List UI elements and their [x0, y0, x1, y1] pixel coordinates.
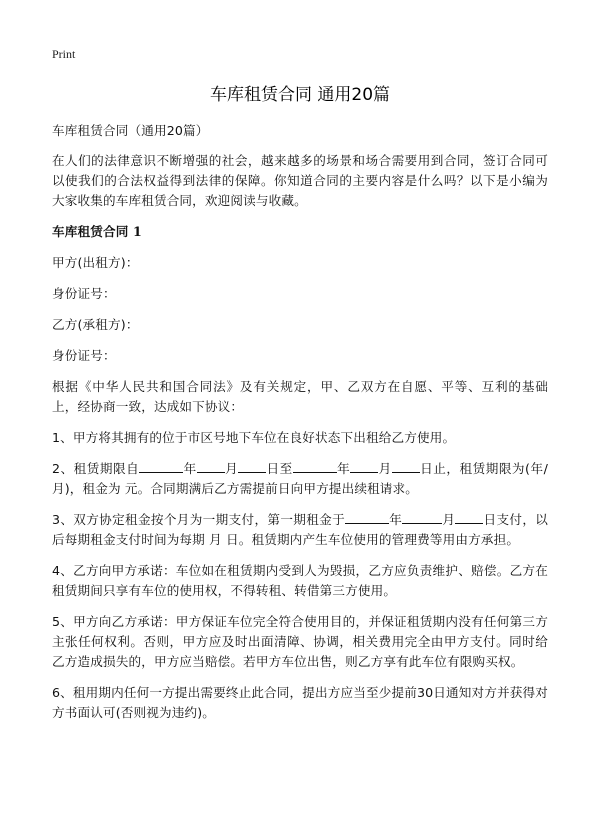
- clause-3-text: 年: [389, 512, 403, 527]
- clause-2-text: 日止，租赁期限为(年/月)，租金为 元。合同期满后乙方需提前日向甲方提出续租请求。: [52, 461, 548, 496]
- clause-4: 4、乙方向甲方承诺：车位如在租赁期内受到人为毁损，乙方应负责维护、赔偿。乙方在租赁期间只享有车位的使用权，不得转租、转借第三方使用。: [52, 563, 548, 598]
- clause-2-text: 2、租赁期限自: [52, 461, 140, 476]
- blank-line: [345, 511, 389, 524]
- blank-line: [197, 460, 225, 473]
- party-b-field: 乙方(承租方)：: [52, 317, 139, 332]
- clause-3-text: 日支付，以后每期租金支付时间为每期 月 日。租赁期内产生车位使用的管理费等用由方承担。: [52, 512, 549, 547]
- clause-2-text: 月: [224, 461, 239, 476]
- clause-2-text: 日至: [266, 461, 293, 476]
- document-subtitle: 车库租赁合同（通用20篇）: [52, 123, 209, 138]
- clause-1: 1、甲方将其拥有的位于市区号地下车位在良好状态下出租给乙方使用。: [52, 430, 456, 445]
- page-title: 车库租赁合同 通用20篇: [209, 85, 391, 105]
- clause-3: [52, 510, 548, 550]
- clause-2-text: 月: [378, 461, 392, 476]
- clause-2: [52, 459, 548, 499]
- blank-line: [238, 460, 266, 473]
- blank-line: [293, 460, 337, 473]
- party-b-id-field: 身份证号：: [52, 348, 116, 363]
- clause-2-text: 年: [183, 461, 197, 476]
- intro-paragraph: 在人们的法律意识不断增强的社会，越来越多的场景和场合需要用到合同，签订合同可以使我们的合法权益得到法律的保障。你知道合同的主要内容是什么吗？以下是小编为大家收集的车库租赁合同，欢迎阅读与收藏。: [52, 153, 548, 208]
- preamble-paragraph: 根据《中华人民共和国合同法》及有关规定，甲、乙双方在自愿、平等、互利的基础上，经协商一致，达成如下协议：: [52, 379, 548, 414]
- print-link[interactable]: Print: [52, 47, 76, 61]
- party-a-id-field: 身份证号：: [52, 286, 116, 301]
- section-heading: 车库租赁合同 1: [52, 224, 142, 239]
- party-a-field: 甲方(出租方)：: [52, 255, 139, 270]
- blank-line: [350, 460, 378, 473]
- clause-6: 6、租用期内任何一方提出需要终止此合同，提出方应当至少提前30日通知对方并获得对方书面认可(否则视为违约)。: [52, 685, 549, 720]
- blank-line: [139, 460, 183, 473]
- clause-2-text: 年: [336, 461, 351, 476]
- clause-3-text: 3、双方协定租金按个月为一期支付，第一期租金于: [52, 512, 346, 527]
- blank-line: [392, 460, 420, 473]
- clause-3-text: 月: [442, 512, 456, 527]
- blank-line: [455, 511, 483, 524]
- document-body: [52, 121, 548, 723]
- clause-5: 5、甲方向乙方承诺：甲方保证车位完全符合使用目的，并保证租赁期内没有任何第三方主张任何权利。否则，甲方应及时出面清障、协调，相关费用完全由甲方支付。同时给乙方造成损失的，甲方应当赔偿。若甲方车位出售，则乙方享有此车位有限购买权。: [52, 614, 548, 669]
- blank-line: [402, 511, 442, 524]
